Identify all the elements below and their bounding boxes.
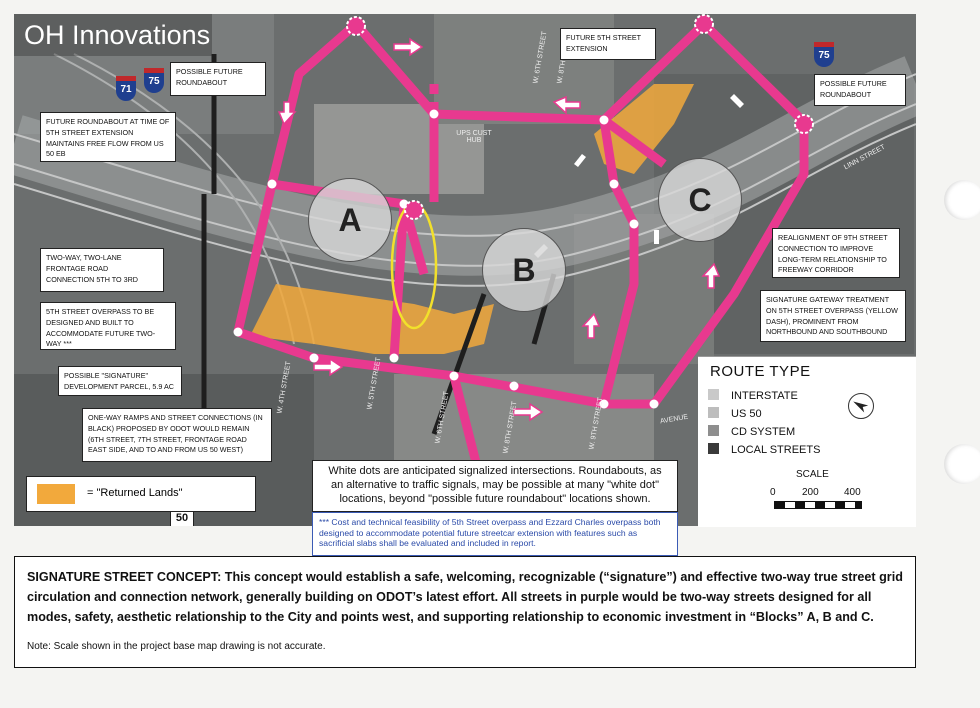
scale-title: SCALE bbox=[796, 469, 829, 480]
legend-item-us50 bbox=[708, 407, 762, 420]
interstate-75-shield-east: 75 bbox=[814, 42, 834, 67]
w8th-label: W. 8TH STREET bbox=[502, 400, 519, 455]
legend-title: ROUTE TYPE bbox=[710, 363, 811, 380]
white-dots-note: White dots are anticipated signalized intersections. Roundabouts, as an alternative to traffic signals, may be possible at many "white dot" locations, beyond "possible future roundabout" locations shown. bbox=[312, 460, 678, 512]
page-title: OH Innovations bbox=[14, 14, 212, 56]
callout-two-way: TWO-WAY, TWO-LANE FRONTAGE ROAD CONNECTION 5TH TO 3RD bbox=[40, 248, 164, 292]
callout-realignment: REALIGNMENT OF 9TH STREET CONNECTION TO IMPROVE LONG-TERM RELATIONSHIP TO FREEWAY CORRIDOR bbox=[772, 228, 900, 278]
returned-lands-key bbox=[26, 476, 256, 512]
callout-future-5th: FUTURE 5TH STREET EXTENSION bbox=[560, 28, 656, 60]
legend-label: LOCAL STREETS bbox=[731, 444, 821, 456]
linn-street-label: LINN STREET bbox=[843, 143, 887, 172]
w8th-top-label: W. 8TH bbox=[556, 59, 568, 85]
legend-label: CD SYSTEM bbox=[731, 426, 796, 438]
w5th-label: W. 5TH STREET bbox=[366, 356, 383, 411]
concept-text: SIGNATURE STREET CONCEPT: This concept would establish a safe, welcoming, recognizable (“signature”) and effective two-way true street grid circulation and connection network, generally building on ODOT’s latest effort. All streets in purple would be two-way streets designed for all modes, safety, aesthetic relationship to the City and points west, and supporting relationship to economic investment in “Blocks” A, B and C. bbox=[27, 570, 903, 625]
legend-label: US 50 bbox=[731, 408, 762, 420]
legend-label: INTERSTATE bbox=[731, 390, 798, 402]
returned-lands-label: = "Returned Lands" bbox=[87, 487, 183, 499]
callout-gateway: SIGNATURE GATEWAY TREATMENT ON 5TH STREET OVERPASS (YELLOW DASH), PROMINENT FROM NORTHBOUND AND SOUTHBOUND bbox=[760, 290, 906, 342]
zone-c: C bbox=[658, 158, 742, 242]
scale-tick-0: 0 bbox=[770, 487, 776, 498]
legend-swatch bbox=[708, 443, 719, 454]
w9th-label: W. 9TH STREET bbox=[588, 396, 605, 451]
legend-item-interstate bbox=[708, 389, 798, 402]
returned-lands-swatch bbox=[37, 484, 75, 504]
w4th-label: W. 4TH STREET bbox=[276, 360, 293, 415]
interstate-71-shield: 71 bbox=[116, 76, 136, 101]
zone-a: A bbox=[308, 178, 392, 262]
scale-bar bbox=[774, 501, 862, 509]
scale-note: Note: Scale shown in the project base map drawing is not accurate. bbox=[27, 641, 326, 653]
legend-item-cd-system bbox=[708, 425, 795, 438]
binder-hole-bottom bbox=[944, 444, 980, 484]
avenue-label: AVENUE bbox=[659, 413, 689, 426]
zone-b: B bbox=[482, 228, 566, 312]
w6th-top-label: W. 6TH STREET bbox=[532, 30, 549, 85]
cost-note: *** Cost and technical feasibility of 5th Street overpass and Ezzard Charles overpass both designed to accommodate potential future streetcar extension with features such as sacrificial slabs shall be evaluated and included in report. bbox=[312, 512, 678, 556]
signature-street-concept bbox=[14, 556, 916, 668]
interstate-75-shield: 75 bbox=[144, 68, 164, 93]
legend-swatch bbox=[708, 407, 719, 418]
scale-tick-200: 200 bbox=[802, 487, 819, 498]
callout-roundabout-left: POSSIBLE FUTURE ROUNDABOUT bbox=[170, 62, 266, 96]
ups-label: UPS CUST HUB bbox=[456, 130, 492, 144]
callout-signature-parcel: POSSIBLE "SIGNATURE" DEVELOPMENT PARCEL, 5.9 AC bbox=[58, 366, 182, 396]
callout-roundabout-right: POSSIBLE FUTURE ROUNDABOUT bbox=[814, 74, 906, 106]
callout-one-way: ONE-WAY RAMPS AND STREET CONNECTIONS (IN BLACK) PROPOSED BY ODOT WOULD REMAIN (6TH STREET, 7TH STREET, FRONTAGE ROAD EAST SIDE, AND TO AND FROM US 50 WEST) bbox=[82, 408, 272, 462]
us-50-shield: 50 bbox=[170, 508, 194, 526]
binder-hole-top bbox=[944, 180, 980, 220]
callout-overpass: 5TH STREET OVERPASS TO BE DESIGNED AND BUILT TO ACCOMMODATE FUTURE TWO-WAY *** bbox=[40, 302, 176, 350]
scale-tick-400: 400 bbox=[844, 487, 861, 498]
route-type-legend bbox=[698, 356, 916, 527]
legend-swatch bbox=[708, 425, 719, 436]
compass-icon bbox=[848, 393, 874, 419]
callout-future-roundabout: FUTURE ROUNDABOUT AT TIME OF 5TH STREET EXTENSION MAINTAINS FREE FLOW FROM US 50 EB bbox=[40, 112, 176, 162]
w6th-label: W. 6TH STREET bbox=[434, 390, 451, 445]
legend-swatch bbox=[708, 389, 719, 400]
legend-item-local-streets bbox=[708, 443, 820, 456]
